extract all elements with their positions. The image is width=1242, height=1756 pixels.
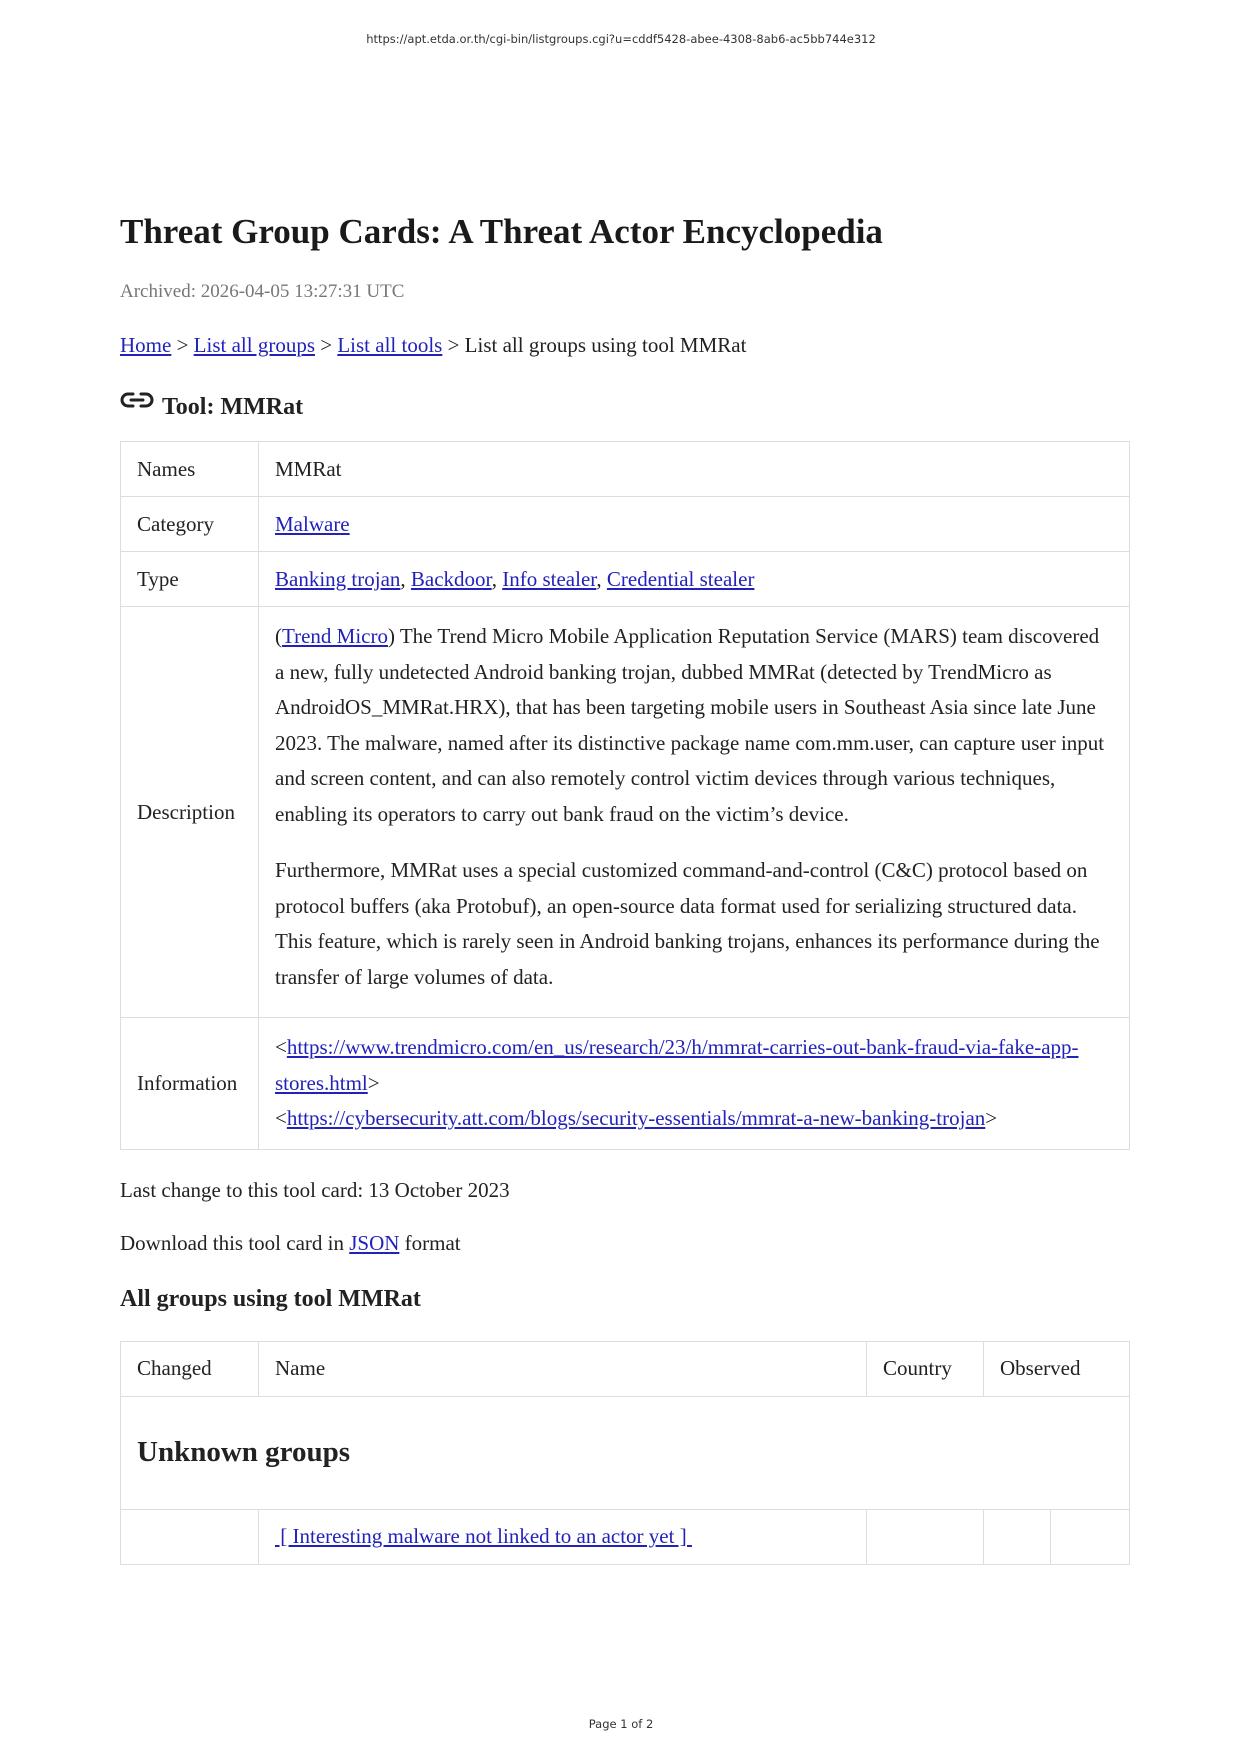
description-paragraph-1 [275,619,1113,832]
type-separator: , [491,567,503,591]
table-row [121,1509,1130,1564]
breadcrumb-separator: > [171,333,194,357]
information-cell [259,1018,1130,1150]
type-label: Type [121,552,259,607]
groups-header-row [121,1341,1130,1396]
category-row [121,497,1130,552]
archived-timestamp: Archived: 2026-04-05 13:27:31 UTC [120,281,405,302]
groups-table [120,1341,1130,1565]
breadcrumb-current: > List all groups using tool MMRat [442,333,747,357]
link-open-bracket: < [275,1106,287,1130]
groups-heading: All groups using tool MMRat [120,1285,421,1312]
group-link-interesting-malware[interactable]: [ Interesting malware not linked to an actor yet ] [275,1524,692,1548]
breadcrumb-tools-link[interactable]: List all tools [337,333,443,357]
download-prefix: Download this tool card in [120,1230,350,1255]
link-close-bracket: > [367,1070,380,1095]
type-link-backdoor[interactable]: Backdoor [410,567,492,591]
breadcrumb [120,330,1130,360]
last-change: Last change to this tool card: 13 October 2023 [120,1177,510,1202]
names-row [121,442,1130,497]
download-line [120,1231,1130,1256]
section-title-unknown-groups: Unknown groups [121,1396,1130,1509]
information-row [121,1018,1130,1150]
column-header-changed: Changed [121,1341,259,1396]
type-separator: , [400,567,411,591]
column-header-name: Name [259,1341,867,1396]
link-open-bracket: < [275,1035,287,1059]
tool-heading-text: Tool: MMRat [162,394,304,420]
category-label: Category [121,497,259,552]
info-link-att[interactable]: https://cybersecurity.att.com/blogs/security-essentials/mmrat-a-new-banking-trojan [286,1106,986,1130]
page-title: Threat Group Cards: A Threat Actor Encyclopedia [120,212,883,251]
row-changed [121,1509,259,1564]
information-label: Information [121,1018,259,1150]
breadcrumb-home-link[interactable]: Home [120,333,172,357]
link-icon [120,389,154,411]
section-row [121,1396,1130,1509]
description-row [121,607,1130,1018]
description-cell [259,607,1130,1018]
page-number: Page 1 of 2 [588,1717,654,1731]
description-label: Description [121,607,259,1018]
breadcrumb-groups-link[interactable]: List all groups [193,333,315,357]
breadcrumb-separator: > [315,333,338,357]
type-link-banking-trojan[interactable]: Banking trojan [275,567,401,591]
row-extra [1051,1509,1130,1564]
tool-heading [120,394,1130,421]
row-country [867,1509,984,1564]
type-link-info-stealer[interactable]: Info stealer [502,567,597,591]
category-link[interactable]: Malware [275,512,350,536]
link-close-bracket: > [985,1106,998,1130]
row-name-cell [259,1509,867,1564]
type-link-credential-stealer[interactable]: Credential stealer [606,567,755,591]
desc-source-link[interactable]: Trend Micro [282,624,388,648]
info-link-trendmicro[interactable]: https://www.trendmicro.com/en_us/research/23/h/mmrat-carries-out-bank-fraud-via-fake-app-stores.html [275,1035,1079,1095]
column-header-country: Country [867,1341,984,1396]
desc-p1-text: ) The Trend Micro Mobile Application Reputation Service (MARS) team discovered a new, fully undetected Android banking trojan, dubbed MMRat (detected by TrendMicro as AndroidOS_MMRat.HRX), that has been targeting mobile users in Southeast Asia since late June 2023. The malware, named after its distinctive package name com.mm.user, can capture user input and screen content, and can also remotely control victim devices through various techniques, enabling its operators to carry out bank fraud on the victim’s device. [275,624,1105,826]
tool-card-table [120,441,1130,1150]
names-value: MMRat [259,442,1130,497]
row-observed [984,1509,1051,1564]
column-header-observed: Observed [984,1341,1130,1396]
type-row [121,552,1130,607]
category-cell [259,497,1130,552]
main-content [120,210,1130,1565]
names-label: Names [121,442,259,497]
description-paragraph-2: Furthermore, MMRat uses a special customized command-and-control (C&C) protocol based on protocol buffers (aka Protobuf), an open-source data format used for serializing structured data. This feature, which is rarely seen in Android banking trojans, enhances its performance during the transfer of large volumes of data. [275,858,1100,989]
json-download-link[interactable]: JSON [349,1230,400,1255]
type-cell [259,552,1130,607]
type-separator: , [596,567,607,591]
download-suffix: format [399,1230,461,1255]
print-header-url: https://apt.etda.or.th/cgi-bin/listgroups.cgi?u=cddf5428-abee-4308-8ab6-ac5bb744e312 [366,32,876,46]
desc-open-paren: ( [275,624,282,648]
